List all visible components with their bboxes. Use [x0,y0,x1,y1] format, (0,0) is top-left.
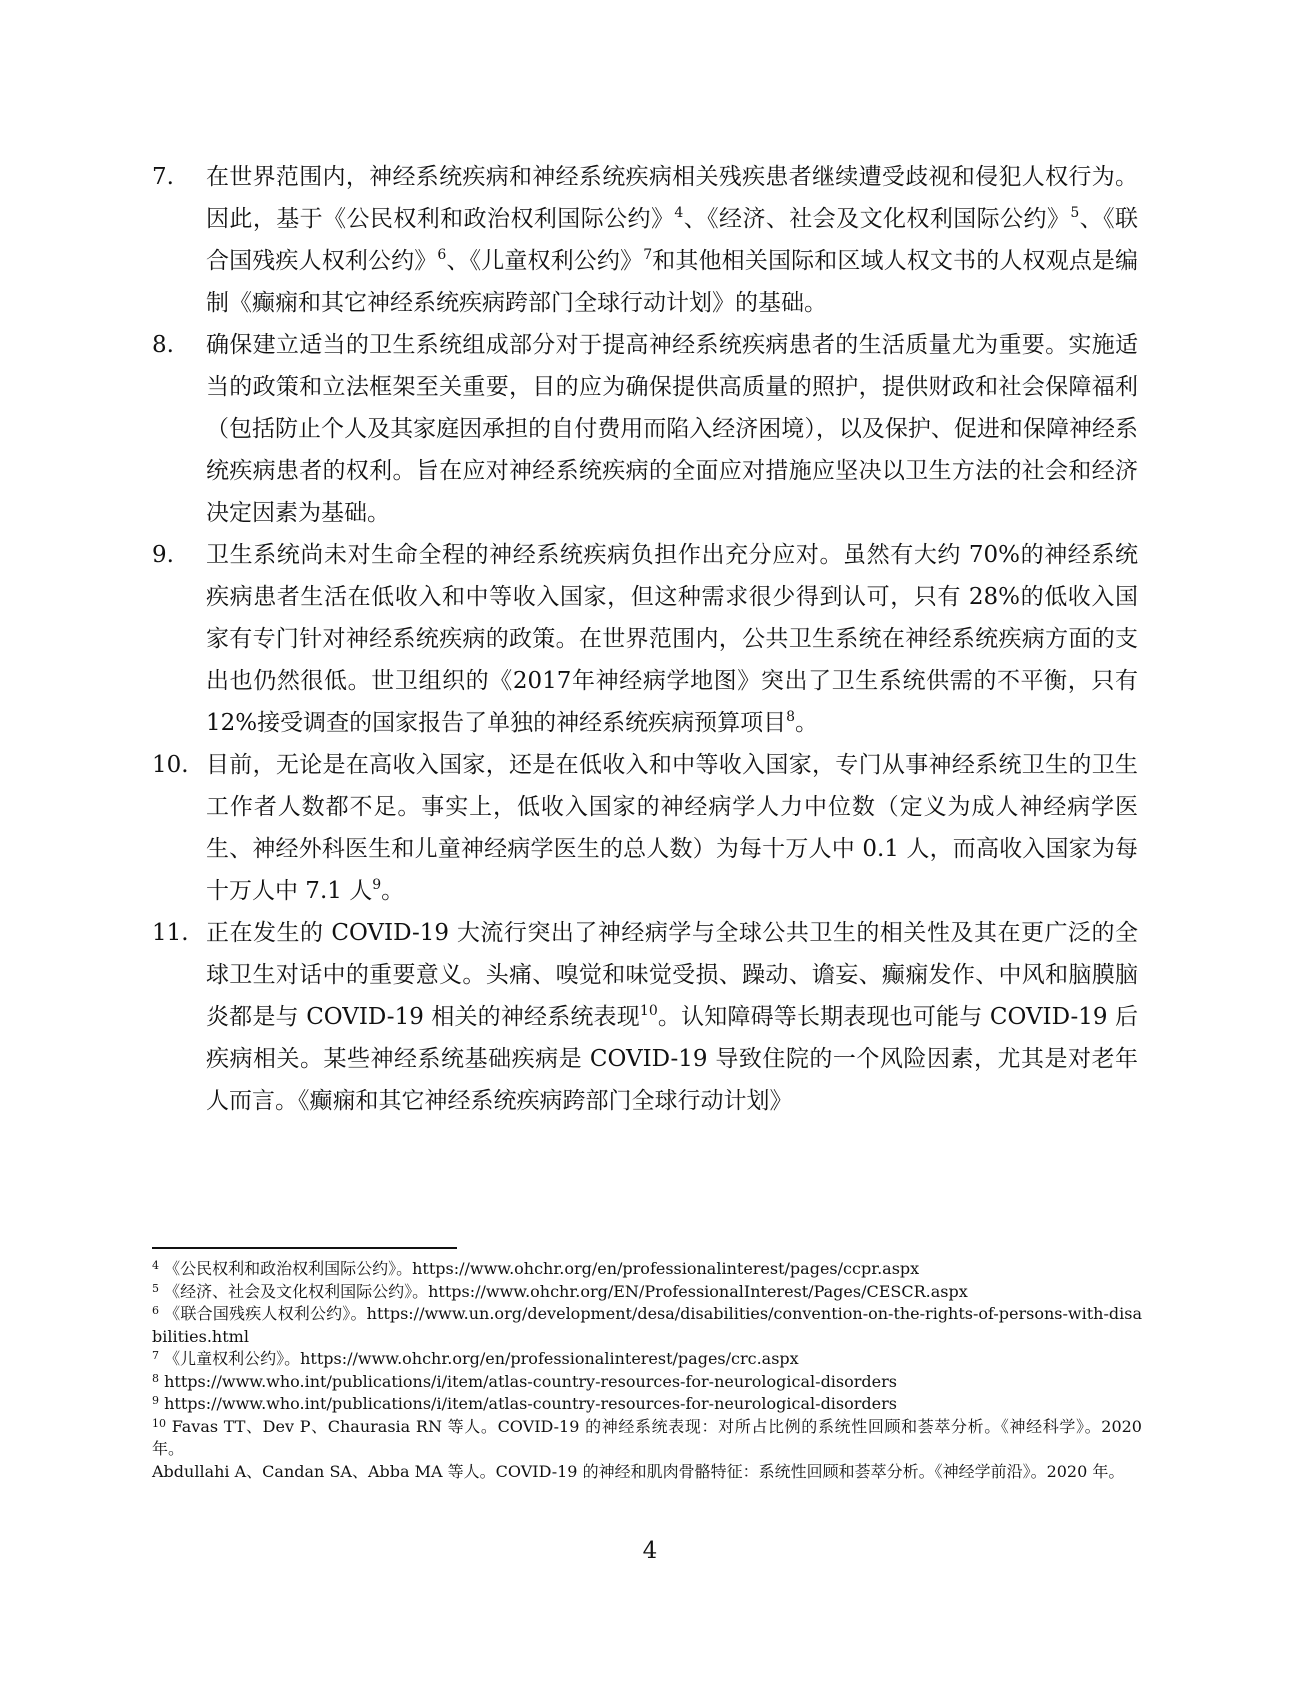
footnote [152,1461,1142,1484]
text-run: 目前，无论是在高收入国家，还是在低收入和中等收入国家，专门从事神经系统卫生的卫生工作者人数都不足。事实上，低收入国家的神经病学人力中位数（定义为成人神经病学医生、神经外科医生和儿童神经病学医生的总人数）为每十万人中 0.1 人，而高收入国家为每十万人中 7.1 人 [206,752,1138,904]
footnote [152,1281,1142,1304]
paragraph-number: 9. [152,542,174,568]
footnote-text: Favas TT、Dev P、Chaurasia RN 等人。COVID-19 的神经系统表现：对所占比例的系统性回顾和荟萃分析。《神经科学》。2020 年。 [152,1416,1142,1458]
numbered-paragraph [152,324,1142,534]
paragraph-list [152,156,1142,1122]
footnote-text: https://www.who.int/publications/i/item/atlas-country-resources-for-neurological-disorders [164,1394,897,1413]
footnote [152,1348,1142,1371]
footnote-ref[interactable]: 4 [674,205,684,221]
footnote [152,1371,1142,1394]
paragraph-number: 10. [152,752,189,778]
footnote [152,1393,1142,1416]
text-run: 正在发生的 COVID-19 大流行突出了神经病学与全球公共卫生的相关性及其在更广泛的全球卫生对话中的重要意义。头痛、嗅觉和味觉受损、躁动、谵妄、癫痫发作、中风和脑膜脑炎都是与 COVID-19 相关的神经系统表现 [206,920,1138,1030]
footnote-text: Abdullahi A、Candan SA、Abba MA 等人。COVID-19 的神经和肌肉骨骼特征：系统性回顾和荟萃分析。《神经学前沿》。2020 年。 [152,1461,1125,1481]
footnote [152,1303,1142,1348]
page-number: 4 [642,1538,658,1564]
footnote-number: 7 [152,1349,159,1362]
numbered-paragraph [152,912,1142,1122]
footnote-number: 5 [152,1281,159,1295]
footnote-number: 6 [152,1304,159,1317]
numbered-paragraph [152,534,1142,744]
text-run: 、《经济、社会及文化权利国际公约》 [683,206,1071,232]
paragraph-number: 11. [152,920,189,946]
footnote-text: 《经济、社会及文化权利国际公约》。https://www.ohchr.org/EN/ProfessionalInterest/Pages/CESCR.aspx [164,1281,968,1301]
footnote-text: 《联合国残疾人权利公约》。https://www.un.org/development/desa/disabilities/convention-on-the-rights-of-persons-with-disabilities.html [152,1304,1142,1346]
footnote [152,1258,1142,1281]
footnote-text: 《儿童权利公约》。https://www.ohchr.org/en/professionalinterest/pages/crc.aspx [164,1349,799,1368]
text-run: 。 [381,878,405,904]
footnote-separator [152,1247,457,1249]
text-run: 。 [795,710,819,736]
footnote-ref[interactable]: 7 [643,247,653,263]
paragraph-text [206,744,1138,912]
numbered-paragraph [152,156,1142,324]
paragraph-number: 8. [152,332,174,358]
footnote-text: https://www.who.int/publications/i/item/atlas-country-resources-for-neurological-disorders [164,1371,897,1391]
text-run: 、《儿童权利公约》 [446,248,644,274]
footnote-number: 9 [152,1394,159,1407]
text-run: 确保建立适当的卫生系统组成部分对于提高神经系统疾病患者的生活质量尤为重要。实施适当的政策和立法框架至关重要，目的应为确保提供高质量的照护，提供财政和社会保障福利（包括防止个人及其家庭因承担的自付费用而陷入经济困境），以及保护、促进和保障神经系统疾病患者的权利。旨在应对神经系统疾病的全面应对措施应坚决以卫生方法的社会和经济决定因素为基础。 [206,332,1138,526]
footnote-ref[interactable]: 10 [639,1003,658,1019]
paragraph-text [206,156,1138,324]
paragraph-number: 7. [152,164,174,190]
numbered-paragraph [152,744,1142,912]
paragraph-text [206,324,1138,534]
footnote-ref[interactable]: 9 [372,877,382,893]
footnote-text: 《公民权利和政治权利国际公约》。https://www.ohchr.org/en/professionalinterest/pages/ccpr.aspx [164,1259,920,1278]
text-run: 、《联合国残疾人权利公约》 [206,206,1139,274]
text-run: 卫生系统尚未对生命全程的神经系统疾病负担作出充分应对。虽然有大约 70%的神经系统疾病患者生活在低收入和中等收入国家，但这种需求很少得到认可，只有 28%的低收入国家有专门针对神经系统疾病的政策。在世界范围内，公共卫生系统在神经系统疾病方面的支出也仍然很低。世卫组织的《2017年神经病学地图》突出了卫生系统供需的不平衡，只有 12%接受调查的国家报告了单独的神经系统疾病预算项目 [206,542,1138,736]
paragraph-text [206,912,1138,1122]
text-run: 在世界范围内，神经系统疾病和神经系统疾病相关残疾患者继续遭受歧视和侵犯人权行为。因此，基于《公民权利和政治权利国际公约》 [206,164,1138,232]
footnote-number: 10 [152,1416,166,1430]
footnotes [152,1258,1142,1483]
footnote-ref[interactable]: 8 [786,709,796,725]
footnote-ref[interactable]: 6 [437,247,447,263]
text-run: 。认知障碍等长期表现也可能与 COVID-19 后疾病相关。某些神经系统基础疾病是 COVID-19 导致住院的一个风险因素，尤其是对老年人而言。《癫痫和其它神经系统疾病跨部门全球行动计划》 [206,1004,1138,1114]
footnote-number: 4 [152,1259,159,1272]
footnote [152,1416,1142,1461]
footnote-number: 8 [152,1371,159,1385]
paragraph-text [206,534,1138,744]
footnote-ref[interactable]: 5 [1070,205,1080,221]
text-run: 和其他相关国际和区域人权文书的人权观点是编制《癫痫和其它神经系统疾病跨部门全球行动计划》的基础。 [206,248,1139,316]
